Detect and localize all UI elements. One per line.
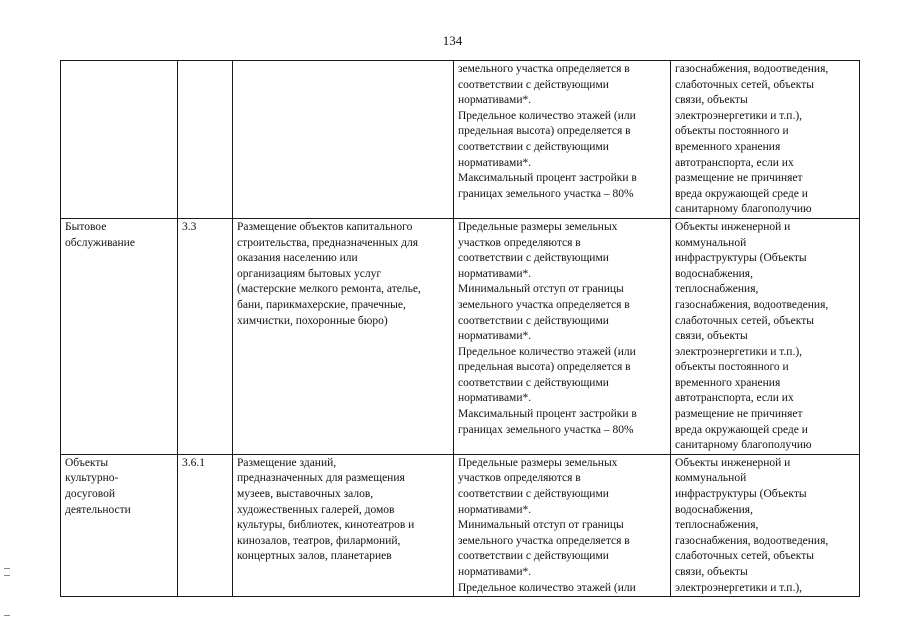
use-description-cell	[233, 218, 454, 454]
use-code-cell	[178, 218, 233, 454]
building-parameters: Предельные размеры земельных участков определяются в соответствии с действующими нормативами*. Минимальный отступ от границы земельного участка определяется в соответствии с действующими нормативами*. Предельное количество этажей (или предельная высота) определяется в соответствии с действующими нормативами*. Максимальный процент застройки в границах земельного участка – 80%	[458, 220, 637, 436]
use-name-cell	[61, 454, 178, 596]
scan-edge-mark	[4, 568, 10, 576]
auxiliary-uses: газоснабжения, водоотведения, слаботочных сетей, объекты связи, объекты электроэнергетики и т.п.), объекты постоянного и временного хранения автотранспорта, если их размещение не причиняет вреда окружающей среде и санитарному благополучию	[675, 63, 829, 216]
auxiliary-uses-cell	[671, 218, 860, 454]
use-description-cell	[233, 454, 454, 596]
parameters-cell	[454, 61, 671, 219]
page-number: 134	[442, 33, 463, 48]
use-description: Размещение объектов капитального строительства, предназначенных для оказания населению или организациям бытовых услуг (мастерские мелкого ремонта, ателье, бани, парикмахерские, прачечные, химчистки, похоронные бюро)	[237, 220, 421, 327]
land-use-table	[60, 60, 860, 597]
use-code: 3.3	[182, 220, 197, 233]
auxiliary-uses-cell	[671, 454, 860, 596]
use-description-cell	[233, 61, 454, 219]
auxiliary-uses-cell	[671, 61, 860, 219]
use-code-cell	[178, 61, 233, 219]
use-code: 3.6.1	[182, 456, 205, 469]
use-name-cell	[61, 61, 178, 219]
building-parameters: Предельные размеры земельных участков определяются в соответствии с действующими нормативами*. Минимальный отступ от границы земельного участка определяется в соответствии с действующими нормативами*. Предельное количество этажей (или	[458, 456, 636, 594]
table-row	[61, 454, 860, 596]
table-row	[61, 218, 860, 454]
building-parameters: земельного участка определяется в соответствии с действующими нормативами*. Предельное количество этажей (или предельная высота) определяется в соответствии с действующими нормативами*. Максимальный процент застройки в границах земельного участка – 80%	[458, 63, 637, 200]
auxiliary-uses: Объекты инженерной и коммунальной инфраструктуры (Объекты водоснабжения, теплоснабжения, газоснабжения, водоотведения, слаботочных сетей, объекты связи, объекты электроэнергетики и т.п.), объекты постоянного и временного хранения автотранспорта, если их размещение не причиняет вреда окружающей среде и санитарному благополучию	[675, 220, 829, 452]
use-code-cell	[178, 454, 233, 596]
use-name: Бытовое обслуживание	[65, 220, 135, 249]
parameters-cell	[454, 218, 671, 454]
use-name: Объекты культурно- досуговой деятельности	[65, 456, 131, 516]
use-description: Размещение зданий, предназначенных для размещения музеев, выставочных залов, художественных галерей, домов культуры, библиотек, кинотеатров и кинозалов, театров, филармоний, концертных залов, планетариев	[237, 456, 415, 563]
scan-edge-mark	[4, 615, 10, 616]
use-name-cell	[61, 218, 178, 454]
auxiliary-uses: Объекты инженерной и коммунальной инфраструктуры (Объекты водоснабжения, теплоснабжения, газоснабжения, водоотведения, слаботочных сетей, объекты связи, объекты электроэнергетики и т.п.),	[675, 456, 829, 594]
table-row	[61, 61, 860, 219]
parameters-cell	[454, 454, 671, 596]
